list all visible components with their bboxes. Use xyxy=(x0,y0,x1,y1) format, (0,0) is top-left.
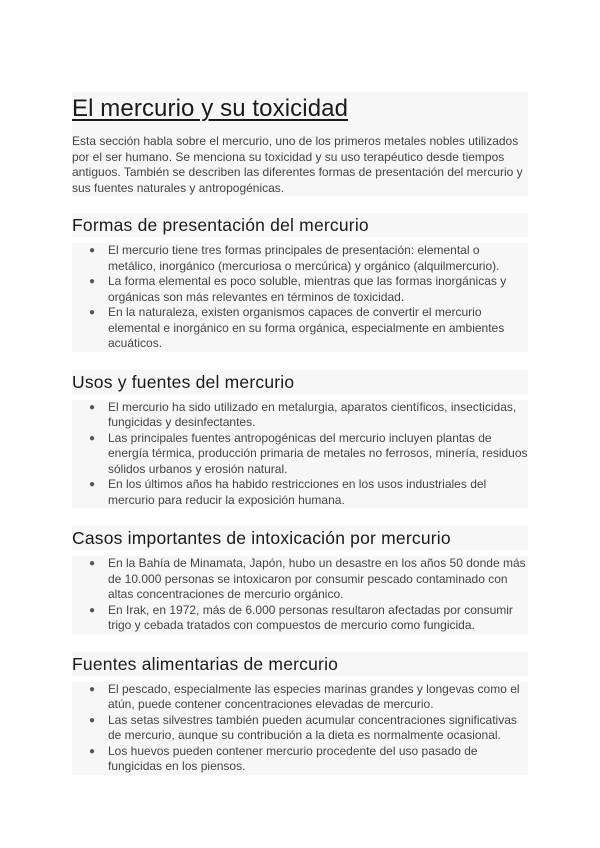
bullet-icon: ● xyxy=(89,432,96,444)
bullet-list xyxy=(72,682,528,775)
bullet-icon: ● xyxy=(89,307,96,318)
bullet-icon: ● xyxy=(89,276,96,287)
list-item xyxy=(72,556,528,603)
list-item xyxy=(72,400,528,431)
section-heading: Formas de presentación del mercurio xyxy=(72,215,369,235)
list-item xyxy=(72,713,528,744)
bullet-icon: ● xyxy=(89,745,96,757)
list-item xyxy=(72,477,528,508)
list-item xyxy=(72,243,528,274)
bullet-icon: ● xyxy=(89,683,96,695)
section-heading-block xyxy=(72,526,528,550)
section-usos xyxy=(72,370,528,509)
list-item-text: En los últimos años ha habido restricciones en los usos industriales del mercurio para reducir la exposición humana. xyxy=(108,477,487,507)
section-fuentes xyxy=(72,652,528,775)
list-item-text: Las principales fuentes antropogénicas del mercurio incluyen plantas de energía térmica, producción primaria de metales no ferrosos, minería, residuos sólidos urbanos y erosión natural. xyxy=(108,430,528,476)
bullet-icon: ● xyxy=(89,479,96,490)
document-page xyxy=(72,92,528,775)
list-item xyxy=(72,305,528,352)
intro-paragraph: Esta sección habla sobre el mercurio, uno de los primeros metales nobles utilizados por el ser humano. Se menciona su toxicidad y su uso terapéutico desde tiempos antiguos. También se describen las diferentes formas de presentación del mercurio y sus fuentes naturales y antropogénicas. xyxy=(72,134,523,195)
bullet-list xyxy=(72,243,528,352)
section-heading: Casos importantes de intoxicación por mercurio xyxy=(72,528,451,548)
section-heading-block xyxy=(72,213,528,237)
bullet-icon: ● xyxy=(89,401,96,413)
list-item-text: El pescado, especialmente las especies marinas grandes y longevas como el atún, puede contener concentraciones elevadas de mercurio. xyxy=(108,681,520,711)
bullet-icon: ● xyxy=(89,714,96,726)
list-item xyxy=(72,431,528,478)
list-item xyxy=(72,603,528,634)
list-item-text: Los huevos pueden contener mercurio procedente del uso pasado de fungicidas en los piensos. xyxy=(108,743,478,773)
section-heading-block xyxy=(72,652,528,676)
list-item-text: En la Bahía de Minamata, Japón, hubo un desastre en los años 50 donde más de 10.000 personas se intoxicaron por consumir pescado contaminado con altas concentraciones de mercurio orgánico. xyxy=(108,556,526,601)
list-item-text: El mercurio tiene tres formas principales de presentación: elemental o metálico, inorgánico (mercuriosa o mercúrica) y orgánico (alquilmercurio). xyxy=(108,243,500,273)
section-casos xyxy=(72,526,528,634)
bullet-icon: ● xyxy=(89,604,96,616)
section-heading: Fuentes alimentarias de mercurio xyxy=(72,653,339,674)
list-item xyxy=(72,682,528,713)
bullet-list xyxy=(72,556,528,634)
list-item xyxy=(72,744,528,775)
list-item-text: Las setas silvestres también pueden acumular concentraciones significativas de mercurio, aunque su contribución a la dieta es normalmente ocasional. xyxy=(108,712,517,742)
document-title: El mercurio y su toxicidad xyxy=(72,95,349,122)
list-item-text: El mercurio ha sido utilizado en metalurgia, aparatos científicos, insecticidas, fungicidas y desinfectantes. xyxy=(108,399,517,429)
list-item-text: En Irak, en 1972, más de 6.000 personas resultaron afectadas por consumir trigo y cebada tratados con compuestos de mercurio como fungicida. xyxy=(108,602,513,632)
list-item xyxy=(72,274,528,305)
list-item-text: La forma elemental es poco soluble, mientras que las formas inorgánicas y orgánicas son más relevantes en términos de toxicidad. xyxy=(108,274,507,304)
bullet-list xyxy=(72,400,528,509)
bullet-icon: ● xyxy=(89,245,96,256)
section-heading-block xyxy=(72,370,528,394)
section-heading: Usos y fuentes del mercurio xyxy=(72,371,295,392)
title-block xyxy=(72,92,528,196)
list-item-text: En la naturaleza, existen organismos capaces de convertir el mercurio elemental e inorgánico en su forma orgánica, especialmente en ambientes acuáticos. xyxy=(108,305,505,350)
bullet-icon: ● xyxy=(89,558,96,569)
section-formas xyxy=(72,213,528,352)
